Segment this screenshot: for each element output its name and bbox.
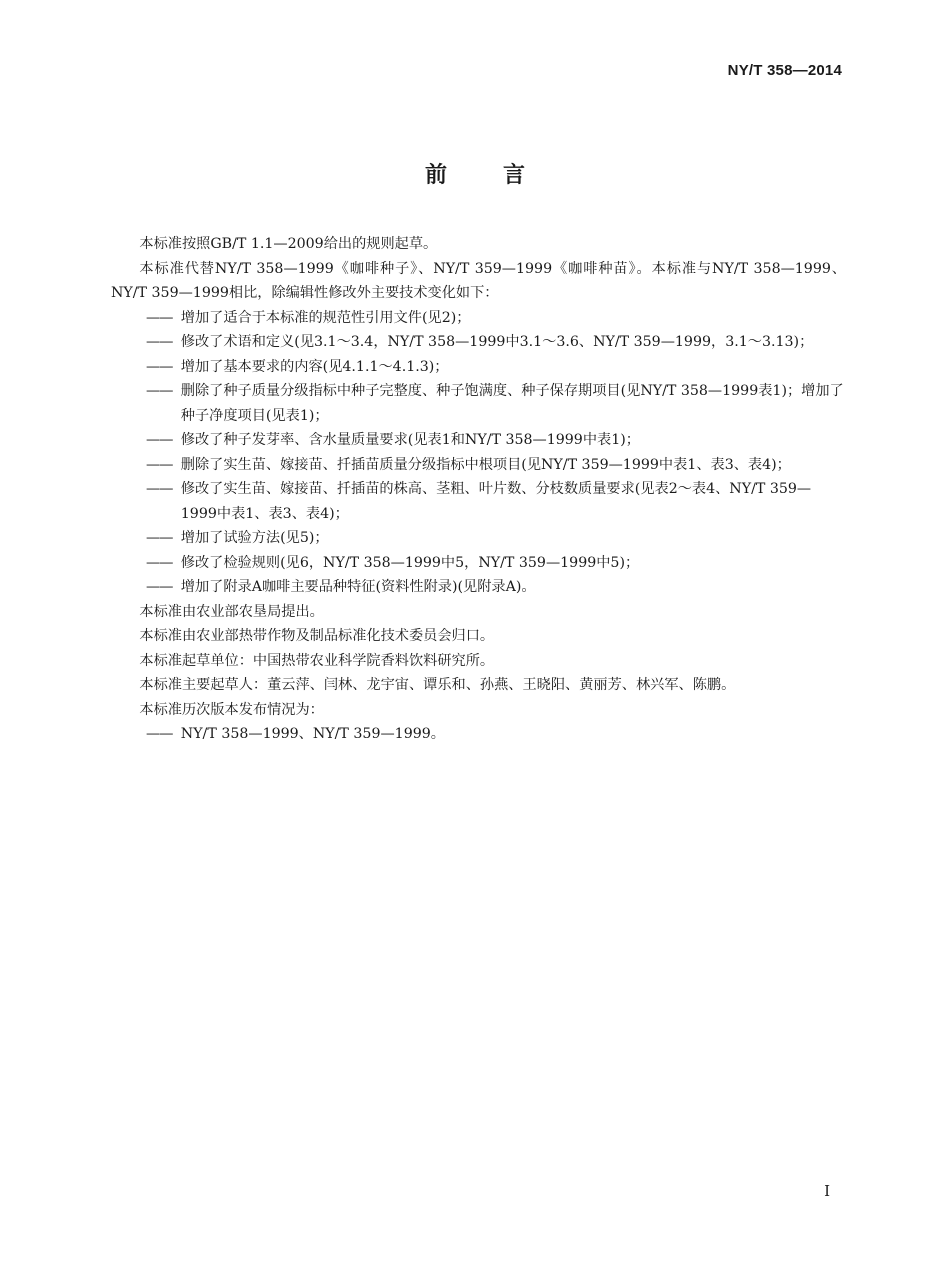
- change-item: [146, 379, 846, 428]
- change-item: [146, 477, 846, 526]
- paragraph-drafting-rule: 本标准按照GB/T 1.1—2009给出的规则起草。: [139, 236, 438, 252]
- standard-code: NY/T 358—2014: [727, 62, 842, 79]
- change-item-text: 修改了实生苗、嫁接苗、扦插苗的株高、茎粗、叶片数、分枝数质量要求(见表2～表4、NY/T 359—1999中表1、表3、表4)；: [180, 481, 812, 522]
- dash-marker: ——: [146, 334, 173, 350]
- statement-drafting-unit: 本标准起草单位：中国热带农业科学院香料饮料研究所。: [139, 652, 495, 669]
- change-item-text: 修改了种子发芽率、含水量质量要求(见表1和NY/T 358—1999中表1)；: [180, 432, 640, 448]
- dash-marker: ——: [146, 481, 173, 497]
- dash-marker: ——: [146, 726, 173, 742]
- dash-marker: ——: [146, 358, 173, 375]
- change-item: [146, 526, 846, 551]
- change-item-text: 修改了术语和定义(见3.1～3.4，NY/T 358—1999中3.1～3.6、NY/T 359—1999，3.1～3.13)；: [180, 334, 814, 350]
- page-number: I: [824, 1182, 830, 1200]
- change-item-text: 增加了附录A咖啡主要品种特征(资料性附录)(见附录A)。: [180, 579, 536, 595]
- dash-marker: ——: [146, 383, 173, 399]
- dash-marker: ——: [146, 554, 173, 571]
- change-item: [146, 551, 846, 576]
- change-item: [146, 453, 846, 478]
- change-item-text: 增加了基本要求的内容(见4.1.1～4.1.3)；: [180, 358, 449, 375]
- dash-marker: ——: [146, 530, 173, 546]
- change-item: [146, 355, 846, 380]
- history-item: [146, 722, 846, 747]
- change-item: [146, 428, 846, 453]
- page-title: 前言: [424, 163, 581, 188]
- statement-history-intro: 本标准历次版本发布情况为：: [139, 701, 324, 718]
- statement-drafters: 本标准主要起草人：董云萍、闫林、龙宇宙、谭乐和、孙燕、王晓阳、黄丽芳、林兴军、陈鹏。: [139, 677, 736, 693]
- change-item-text: 增加了试验方法(见5)；: [180, 530, 329, 546]
- dash-marker: ——: [146, 579, 173, 595]
- statement-committee: 本标准由农业部热带作物及制品标准化技术委员会归口。: [139, 628, 495, 644]
- dash-marker: ——: [146, 456, 173, 473]
- statement-proposer: 本标准由农业部农垦局提出。: [139, 603, 324, 620]
- change-item: [146, 575, 846, 600]
- change-item-text: 删除了实生苗、嫁接苗、扦插苗质量分级指标中根项目(见NY/T 359—1999中表1、表3、表4)；: [180, 456, 791, 473]
- dash-marker: ——: [146, 432, 173, 448]
- history-item-text: NY/T 358—1999、NY/T 359—1999。: [180, 726, 445, 742]
- change-item-text: 删除了种子质量分级指标中种子完整度、种子饱满度、种子保存期项目(见NY/T 358—1999表1)；增加了种子净度项目(见表1)；: [180, 383, 844, 424]
- change-item-text: 修改了检验规则(见6，NY/T 358—1999中5，NY/T 359—1999中5)；: [180, 554, 640, 571]
- change-item: [146, 306, 846, 331]
- change-item-text: 增加了适合于本标准的规范性引用文件(见2)；: [180, 309, 471, 326]
- paragraph-replacement: 本标准代替NY/T 358—1999《咖啡种子》、NY/T 359—1999《咖啡种苗》。本标准与NY/T 358—1999、NY/T 359—1999相比，除编辑性修改外主要技术变化如下：: [111, 260, 846, 301]
- change-item: [146, 330, 846, 355]
- foreword-body: [111, 232, 846, 747]
- dash-marker: ——: [146, 309, 173, 326]
